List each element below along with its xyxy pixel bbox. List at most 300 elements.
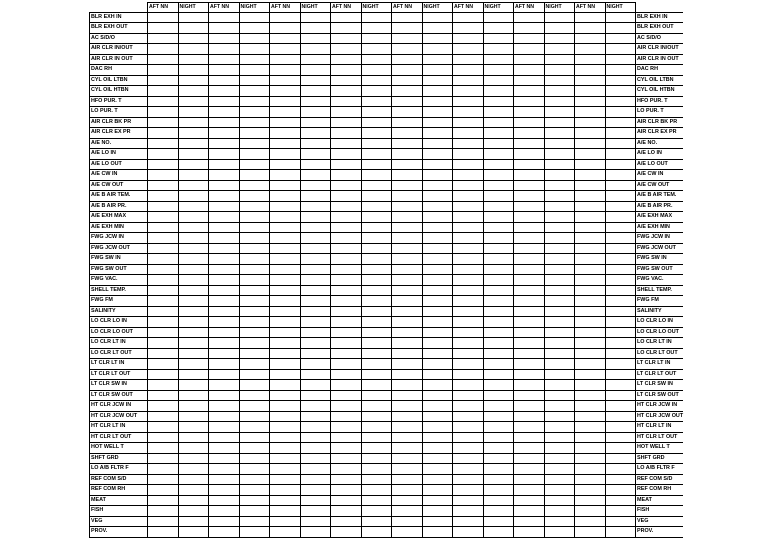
entry-cell[interactable] bbox=[178, 275, 209, 286]
entry-cell[interactable] bbox=[361, 516, 392, 527]
entry-cell[interactable] bbox=[514, 170, 545, 181]
entry-cell[interactable] bbox=[331, 296, 362, 307]
entry-cell[interactable] bbox=[209, 138, 240, 149]
entry-cell[interactable] bbox=[361, 422, 392, 433]
entry-cell[interactable] bbox=[178, 516, 209, 527]
entry-cell[interactable] bbox=[239, 65, 270, 76]
entry-cell[interactable] bbox=[483, 107, 514, 118]
entry-cell[interactable] bbox=[453, 180, 484, 191]
entry-cell[interactable] bbox=[331, 453, 362, 464]
entry-cell[interactable] bbox=[209, 12, 240, 23]
entry-cell[interactable] bbox=[544, 180, 575, 191]
entry-cell[interactable] bbox=[453, 86, 484, 97]
entry-cell[interactable] bbox=[300, 86, 331, 97]
entry-cell[interactable] bbox=[331, 86, 362, 97]
entry-cell[interactable] bbox=[605, 222, 636, 233]
entry-cell[interactable] bbox=[361, 453, 392, 464]
entry-cell[interactable] bbox=[178, 369, 209, 380]
entry-cell[interactable] bbox=[361, 443, 392, 454]
entry-cell[interactable] bbox=[239, 23, 270, 34]
entry-cell[interactable] bbox=[148, 201, 179, 212]
entry-cell[interactable] bbox=[178, 327, 209, 338]
entry-cell[interactable] bbox=[239, 128, 270, 139]
entry-cell[interactable] bbox=[178, 317, 209, 328]
entry-cell[interactable] bbox=[483, 12, 514, 23]
entry-cell[interactable] bbox=[239, 44, 270, 55]
entry-cell[interactable] bbox=[514, 75, 545, 86]
entry-cell[interactable] bbox=[514, 23, 545, 34]
entry-cell[interactable] bbox=[239, 222, 270, 233]
entry-cell[interactable] bbox=[605, 422, 636, 433]
entry-cell[interactable] bbox=[392, 12, 423, 23]
entry-cell[interactable] bbox=[514, 390, 545, 401]
entry-cell[interactable] bbox=[605, 44, 636, 55]
entry-cell[interactable] bbox=[331, 411, 362, 422]
entry-cell[interactable] bbox=[453, 401, 484, 412]
entry-cell[interactable] bbox=[422, 23, 453, 34]
entry-cell[interactable] bbox=[422, 12, 453, 23]
entry-cell[interactable] bbox=[392, 464, 423, 475]
entry-cell[interactable] bbox=[239, 390, 270, 401]
entry-cell[interactable] bbox=[209, 348, 240, 359]
entry-cell[interactable] bbox=[483, 86, 514, 97]
entry-cell[interactable] bbox=[392, 264, 423, 275]
entry-cell[interactable] bbox=[239, 516, 270, 527]
entry-cell[interactable] bbox=[605, 12, 636, 23]
entry-cell[interactable] bbox=[483, 117, 514, 128]
entry-cell[interactable] bbox=[483, 422, 514, 433]
entry-cell[interactable] bbox=[239, 54, 270, 65]
entry-cell[interactable] bbox=[453, 44, 484, 55]
entry-cell[interactable] bbox=[605, 296, 636, 307]
entry-cell[interactable] bbox=[148, 317, 179, 328]
entry-cell[interactable] bbox=[392, 149, 423, 160]
entry-cell[interactable] bbox=[483, 453, 514, 464]
entry-cell[interactable] bbox=[300, 159, 331, 170]
entry-cell[interactable] bbox=[361, 495, 392, 506]
entry-cell[interactable] bbox=[361, 128, 392, 139]
entry-cell[interactable] bbox=[148, 222, 179, 233]
entry-cell[interactable] bbox=[209, 285, 240, 296]
entry-cell[interactable] bbox=[148, 432, 179, 443]
entry-cell[interactable] bbox=[422, 401, 453, 412]
entry-cell[interactable] bbox=[239, 180, 270, 191]
entry-cell[interactable] bbox=[453, 117, 484, 128]
entry-cell[interactable] bbox=[300, 422, 331, 433]
entry-cell[interactable] bbox=[361, 275, 392, 286]
entry-cell[interactable] bbox=[514, 474, 545, 485]
entry-cell[interactable] bbox=[239, 495, 270, 506]
entry-cell[interactable] bbox=[361, 506, 392, 517]
entry-cell[interactable] bbox=[178, 264, 209, 275]
entry-cell[interactable] bbox=[514, 212, 545, 223]
entry-cell[interactable] bbox=[422, 44, 453, 55]
entry-cell[interactable] bbox=[148, 138, 179, 149]
entry-cell[interactable] bbox=[422, 254, 453, 265]
entry-cell[interactable] bbox=[148, 327, 179, 338]
entry-cell[interactable] bbox=[514, 33, 545, 44]
entry-cell[interactable] bbox=[239, 369, 270, 380]
entry-cell[interactable] bbox=[575, 86, 606, 97]
entry-cell[interactable] bbox=[239, 264, 270, 275]
entry-cell[interactable] bbox=[361, 201, 392, 212]
entry-cell[interactable] bbox=[392, 401, 423, 412]
entry-cell[interactable] bbox=[300, 254, 331, 265]
entry-cell[interactable] bbox=[422, 65, 453, 76]
entry-cell[interactable] bbox=[209, 149, 240, 160]
entry-cell[interactable] bbox=[270, 495, 301, 506]
entry-cell[interactable] bbox=[422, 443, 453, 454]
entry-cell[interactable] bbox=[270, 159, 301, 170]
entry-cell[interactable] bbox=[148, 23, 179, 34]
entry-cell[interactable] bbox=[300, 275, 331, 286]
entry-cell[interactable] bbox=[300, 432, 331, 443]
entry-cell[interactable] bbox=[209, 264, 240, 275]
entry-cell[interactable] bbox=[209, 422, 240, 433]
entry-cell[interactable] bbox=[544, 411, 575, 422]
entry-cell[interactable] bbox=[453, 359, 484, 370]
entry-cell[interactable] bbox=[209, 96, 240, 107]
entry-cell[interactable] bbox=[392, 86, 423, 97]
entry-cell[interactable] bbox=[544, 33, 575, 44]
entry-cell[interactable] bbox=[422, 474, 453, 485]
entry-cell[interactable] bbox=[544, 170, 575, 181]
entry-cell[interactable] bbox=[514, 54, 545, 65]
entry-cell[interactable] bbox=[422, 359, 453, 370]
entry-cell[interactable] bbox=[270, 474, 301, 485]
entry-cell[interactable] bbox=[422, 149, 453, 160]
entry-cell[interactable] bbox=[453, 96, 484, 107]
entry-cell[interactable] bbox=[300, 107, 331, 118]
entry-cell[interactable] bbox=[300, 401, 331, 412]
entry-cell[interactable] bbox=[178, 65, 209, 76]
entry-cell[interactable] bbox=[392, 506, 423, 517]
entry-cell[interactable] bbox=[178, 170, 209, 181]
entry-cell[interactable] bbox=[300, 348, 331, 359]
entry-cell[interactable] bbox=[453, 191, 484, 202]
entry-cell[interactable] bbox=[331, 23, 362, 34]
entry-cell[interactable] bbox=[392, 243, 423, 254]
entry-cell[interactable] bbox=[178, 306, 209, 317]
entry-cell[interactable] bbox=[178, 464, 209, 475]
entry-cell[interactable] bbox=[270, 117, 301, 128]
entry-cell[interactable] bbox=[361, 327, 392, 338]
entry-cell[interactable] bbox=[178, 432, 209, 443]
entry-cell[interactable] bbox=[544, 201, 575, 212]
entry-cell[interactable] bbox=[575, 390, 606, 401]
entry-cell[interactable] bbox=[422, 285, 453, 296]
entry-cell[interactable] bbox=[422, 527, 453, 538]
entry-cell[interactable] bbox=[331, 348, 362, 359]
entry-cell[interactable] bbox=[331, 432, 362, 443]
entry-cell[interactable] bbox=[209, 128, 240, 139]
entry-cell[interactable] bbox=[483, 506, 514, 517]
entry-cell[interactable] bbox=[514, 159, 545, 170]
entry-cell[interactable] bbox=[544, 128, 575, 139]
entry-cell[interactable] bbox=[239, 170, 270, 181]
entry-cell[interactable] bbox=[270, 296, 301, 307]
entry-cell[interactable] bbox=[300, 264, 331, 275]
entry-cell[interactable] bbox=[361, 296, 392, 307]
entry-cell[interactable] bbox=[514, 506, 545, 517]
entry-cell[interactable] bbox=[300, 138, 331, 149]
entry-cell[interactable] bbox=[605, 86, 636, 97]
entry-cell[interactable] bbox=[361, 306, 392, 317]
entry-cell[interactable] bbox=[575, 222, 606, 233]
entry-cell[interactable] bbox=[331, 390, 362, 401]
entry-cell[interactable] bbox=[331, 212, 362, 223]
entry-cell[interactable] bbox=[483, 296, 514, 307]
entry-cell[interactable] bbox=[514, 432, 545, 443]
entry-cell[interactable] bbox=[361, 54, 392, 65]
entry-cell[interactable] bbox=[270, 443, 301, 454]
entry-cell[interactable] bbox=[544, 159, 575, 170]
entry-cell[interactable] bbox=[514, 191, 545, 202]
entry-cell[interactable] bbox=[148, 54, 179, 65]
entry-cell[interactable] bbox=[178, 495, 209, 506]
entry-cell[interactable] bbox=[392, 75, 423, 86]
entry-cell[interactable] bbox=[209, 485, 240, 496]
entry-cell[interactable] bbox=[575, 201, 606, 212]
entry-cell[interactable] bbox=[422, 327, 453, 338]
entry-cell[interactable] bbox=[239, 159, 270, 170]
entry-cell[interactable] bbox=[270, 149, 301, 160]
entry-cell[interactable] bbox=[575, 275, 606, 286]
entry-cell[interactable] bbox=[239, 443, 270, 454]
entry-cell[interactable] bbox=[514, 495, 545, 506]
entry-cell[interactable] bbox=[422, 369, 453, 380]
entry-cell[interactable] bbox=[422, 117, 453, 128]
entry-cell[interactable] bbox=[422, 296, 453, 307]
entry-cell[interactable] bbox=[331, 191, 362, 202]
entry-cell[interactable] bbox=[605, 159, 636, 170]
entry-cell[interactable] bbox=[514, 369, 545, 380]
entry-cell[interactable] bbox=[575, 254, 606, 265]
entry-cell[interactable] bbox=[483, 474, 514, 485]
entry-cell[interactable] bbox=[270, 65, 301, 76]
entry-cell[interactable] bbox=[392, 369, 423, 380]
entry-cell[interactable] bbox=[422, 191, 453, 202]
entry-cell[interactable] bbox=[361, 380, 392, 391]
entry-cell[interactable] bbox=[331, 527, 362, 538]
entry-cell[interactable] bbox=[575, 12, 606, 23]
entry-cell[interactable] bbox=[148, 516, 179, 527]
entry-cell[interactable] bbox=[605, 201, 636, 212]
entry-cell[interactable] bbox=[209, 516, 240, 527]
entry-cell[interactable] bbox=[575, 96, 606, 107]
entry-cell[interactable] bbox=[178, 380, 209, 391]
entry-cell[interactable] bbox=[453, 527, 484, 538]
entry-cell[interactable] bbox=[544, 96, 575, 107]
entry-cell[interactable] bbox=[514, 254, 545, 265]
entry-cell[interactable] bbox=[453, 443, 484, 454]
entry-cell[interactable] bbox=[514, 44, 545, 55]
entry-cell[interactable] bbox=[514, 380, 545, 391]
entry-cell[interactable] bbox=[453, 65, 484, 76]
entry-cell[interactable] bbox=[270, 285, 301, 296]
entry-cell[interactable] bbox=[453, 390, 484, 401]
entry-cell[interactable] bbox=[544, 485, 575, 496]
entry-cell[interactable] bbox=[361, 411, 392, 422]
entry-cell[interactable] bbox=[209, 86, 240, 97]
entry-cell[interactable] bbox=[422, 128, 453, 139]
entry-cell[interactable] bbox=[575, 432, 606, 443]
entry-cell[interactable] bbox=[361, 86, 392, 97]
entry-cell[interactable] bbox=[453, 149, 484, 160]
entry-cell[interactable] bbox=[544, 453, 575, 464]
entry-cell[interactable] bbox=[575, 369, 606, 380]
entry-cell[interactable] bbox=[392, 327, 423, 338]
entry-cell[interactable] bbox=[453, 453, 484, 464]
entry-cell[interactable] bbox=[331, 96, 362, 107]
entry-cell[interactable] bbox=[239, 338, 270, 349]
entry-cell[interactable] bbox=[575, 212, 606, 223]
entry-cell[interactable] bbox=[239, 506, 270, 517]
entry-cell[interactable] bbox=[178, 23, 209, 34]
entry-cell[interactable] bbox=[483, 275, 514, 286]
entry-cell[interactable] bbox=[209, 380, 240, 391]
entry-cell[interactable] bbox=[453, 474, 484, 485]
entry-cell[interactable] bbox=[361, 65, 392, 76]
entry-cell[interactable] bbox=[453, 296, 484, 307]
entry-cell[interactable] bbox=[209, 44, 240, 55]
entry-cell[interactable] bbox=[270, 275, 301, 286]
entry-cell[interactable] bbox=[483, 65, 514, 76]
entry-cell[interactable] bbox=[605, 128, 636, 139]
entry-cell[interactable] bbox=[300, 201, 331, 212]
entry-cell[interactable] bbox=[178, 443, 209, 454]
entry-cell[interactable] bbox=[514, 222, 545, 233]
entry-cell[interactable] bbox=[422, 495, 453, 506]
entry-cell[interactable] bbox=[178, 33, 209, 44]
entry-cell[interactable] bbox=[361, 33, 392, 44]
entry-cell[interactable] bbox=[514, 527, 545, 538]
entry-cell[interactable] bbox=[361, 233, 392, 244]
entry-cell[interactable] bbox=[422, 54, 453, 65]
entry-cell[interactable] bbox=[483, 254, 514, 265]
entry-cell[interactable] bbox=[392, 65, 423, 76]
entry-cell[interactable] bbox=[544, 23, 575, 34]
entry-cell[interactable] bbox=[209, 411, 240, 422]
entry-cell[interactable] bbox=[300, 117, 331, 128]
entry-cell[interactable] bbox=[453, 327, 484, 338]
entry-cell[interactable] bbox=[178, 453, 209, 464]
entry-cell[interactable] bbox=[300, 390, 331, 401]
entry-cell[interactable] bbox=[605, 191, 636, 202]
entry-cell[interactable] bbox=[300, 474, 331, 485]
entry-cell[interactable] bbox=[239, 33, 270, 44]
entry-cell[interactable] bbox=[270, 432, 301, 443]
entry-cell[interactable] bbox=[300, 327, 331, 338]
entry-cell[interactable] bbox=[209, 327, 240, 338]
entry-cell[interactable] bbox=[453, 338, 484, 349]
entry-cell[interactable] bbox=[209, 296, 240, 307]
entry-cell[interactable] bbox=[422, 306, 453, 317]
entry-cell[interactable] bbox=[392, 128, 423, 139]
entry-cell[interactable] bbox=[270, 75, 301, 86]
entry-cell[interactable] bbox=[544, 285, 575, 296]
entry-cell[interactable] bbox=[483, 495, 514, 506]
entry-cell[interactable] bbox=[605, 485, 636, 496]
entry-cell[interactable] bbox=[270, 422, 301, 433]
entry-cell[interactable] bbox=[575, 233, 606, 244]
entry-cell[interactable] bbox=[361, 159, 392, 170]
entry-cell[interactable] bbox=[483, 75, 514, 86]
entry-cell[interactable] bbox=[331, 117, 362, 128]
entry-cell[interactable] bbox=[514, 317, 545, 328]
entry-cell[interactable] bbox=[544, 359, 575, 370]
entry-cell[interactable] bbox=[148, 75, 179, 86]
entry-cell[interactable] bbox=[453, 159, 484, 170]
entry-cell[interactable] bbox=[270, 411, 301, 422]
entry-cell[interactable] bbox=[392, 453, 423, 464]
entry-cell[interactable] bbox=[331, 264, 362, 275]
entry-cell[interactable] bbox=[483, 201, 514, 212]
entry-cell[interactable] bbox=[239, 380, 270, 391]
entry-cell[interactable] bbox=[422, 275, 453, 286]
entry-cell[interactable] bbox=[605, 170, 636, 181]
entry-cell[interactable] bbox=[209, 170, 240, 181]
entry-cell[interactable] bbox=[422, 33, 453, 44]
entry-cell[interactable] bbox=[392, 390, 423, 401]
entry-cell[interactable] bbox=[605, 338, 636, 349]
entry-cell[interactable] bbox=[422, 422, 453, 433]
entry-cell[interactable] bbox=[239, 401, 270, 412]
entry-cell[interactable] bbox=[422, 264, 453, 275]
entry-cell[interactable] bbox=[575, 485, 606, 496]
entry-cell[interactable] bbox=[148, 117, 179, 128]
entry-cell[interactable] bbox=[544, 495, 575, 506]
entry-cell[interactable] bbox=[239, 464, 270, 475]
entry-cell[interactable] bbox=[605, 117, 636, 128]
entry-cell[interactable] bbox=[331, 306, 362, 317]
entry-cell[interactable] bbox=[270, 317, 301, 328]
entry-cell[interactable] bbox=[270, 54, 301, 65]
entry-cell[interactable] bbox=[392, 107, 423, 118]
entry-cell[interactable] bbox=[605, 432, 636, 443]
entry-cell[interactable] bbox=[178, 359, 209, 370]
entry-cell[interactable] bbox=[331, 170, 362, 181]
entry-cell[interactable] bbox=[392, 254, 423, 265]
entry-cell[interactable] bbox=[148, 275, 179, 286]
entry-cell[interactable] bbox=[300, 243, 331, 254]
entry-cell[interactable] bbox=[300, 464, 331, 475]
entry-cell[interactable] bbox=[270, 359, 301, 370]
entry-cell[interactable] bbox=[178, 54, 209, 65]
entry-cell[interactable] bbox=[361, 96, 392, 107]
entry-cell[interactable] bbox=[483, 159, 514, 170]
entry-cell[interactable] bbox=[392, 212, 423, 223]
entry-cell[interactable] bbox=[209, 65, 240, 76]
entry-cell[interactable] bbox=[331, 180, 362, 191]
entry-cell[interactable] bbox=[422, 390, 453, 401]
entry-cell[interactable] bbox=[209, 180, 240, 191]
entry-cell[interactable] bbox=[483, 23, 514, 34]
entry-cell[interactable] bbox=[514, 128, 545, 139]
entry-cell[interactable] bbox=[239, 233, 270, 244]
entry-cell[interactable] bbox=[575, 348, 606, 359]
entry-cell[interactable] bbox=[331, 12, 362, 23]
entry-cell[interactable] bbox=[148, 128, 179, 139]
entry-cell[interactable] bbox=[605, 411, 636, 422]
entry-cell[interactable] bbox=[605, 527, 636, 538]
entry-cell[interactable] bbox=[453, 264, 484, 275]
entry-cell[interactable] bbox=[270, 527, 301, 538]
entry-cell[interactable] bbox=[575, 149, 606, 160]
entry-cell[interactable] bbox=[361, 432, 392, 443]
entry-cell[interactable] bbox=[392, 44, 423, 55]
entry-cell[interactable] bbox=[544, 306, 575, 317]
